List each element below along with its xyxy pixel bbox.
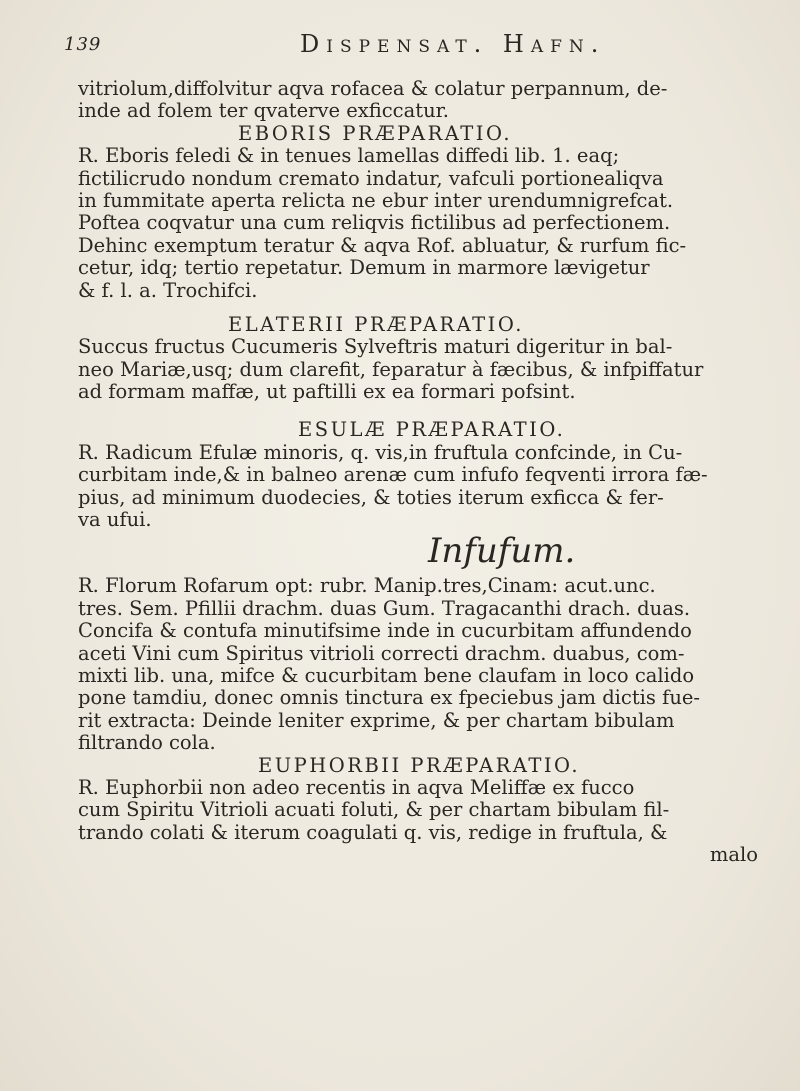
text-line: trando colati & iterum coagulati q. vis, redige in fruftula, & [78,821,668,844]
text-line: Dehinc exemptum teratur & aqva Rof. abluatur, & rurfum fic- [78,234,687,257]
text-line: va ufui. [78,509,152,532]
paragraph-elaterii [78,336,758,403]
text-line: rit extracta: Deinde leniter exprime, & per chartam bibulam [78,709,675,732]
paragraph-vitriolum [78,78,758,123]
running-title: Dispensat. Hafn. [300,30,606,58]
text-line: mixti lib. una, mifce & cucurbitam bene claufam in loco calido [78,664,695,687]
text-line: R. Euphorbii non adeo recentis in aqva Meliffæ ex fucco [78,776,635,799]
text-line: aceti Vini cum Spiritus vitrioli correcti drachm. duabus, com- [78,642,685,665]
running-head [64,30,744,70]
heading-esulae: ESULÆ PRÆPARATIO. [298,418,566,442]
text-line: Succus fructus Cucumeris Sylveftris maturi digeritur in bal- [78,336,673,359]
paragraph-euphorbii [78,777,758,844]
text-line: cum Spiritu Vitrioli acuati foluti, & per chartam bibulam fil- [78,799,670,822]
text-line: inde ad folem ter qvaterve exficcatur. [78,100,450,123]
text-line: curbitam inde,& in balneo arenæ cum infufo feqventi irrora fæ- [78,464,708,487]
heading-elaterii: ELATERII PRÆPARATIO. [228,312,524,336]
text-line: R. Eboris feledi & in tenues lamellas diffedi lib. 1. eaq; [78,145,620,168]
text-line: neo Mariæ,usq; dum clarefit, feparatur à fæcibus, & infpiffatur [78,358,704,381]
text-line: pius, ad minimum duodecies, & toties iterum exficca & fer- [78,486,664,509]
text-line: cetur, idq; tertio repetatur. Demum in marmore lævigetur [78,257,650,280]
text-line: ad formam maffæ, ut paftilli ex ea formari pofsint. [78,381,576,404]
catchword: malo [709,843,758,867]
text-line: pone tamdiu, donec omnis tinctura ex fpeciebus jam dictis fue- [78,687,701,710]
paragraph-infusum [78,575,758,754]
text-line: filtrando cola. [78,732,216,755]
text-line: Poftea coqvatur una cum reliqvis fictilibus ad perfectionem. [78,212,671,235]
text-block [78,78,758,867]
heading-eboris: EBORIS PRÆPARATIO. [238,121,513,145]
page-number: 139 [64,34,102,55]
text-line: tres. Sem. Pfillii drachm. duas Gum. Tragacanthi drach. duas. [78,597,691,620]
text-line: in fummitate aperta relicta ne ebur inter urendumnigrefcat. [78,189,674,212]
heading-euphorbii: EUPHORBII PRÆPARATIO. [258,753,581,777]
text-line: R. Florum Rofarum opt: rubr. Manip.tres,Cinam: acut.unc. [78,575,656,598]
text-line: vitriolum,diffolvitur aqva rofacea & colatur perpannum, de- [78,78,668,100]
text-line: fictilicrudo nondum cremato indatur, vafculi portionealiqva [78,167,664,190]
paragraph-eboris [78,145,758,302]
text-line: & f. l. a. Trochifci. [78,279,258,302]
subheading-infusum: Infufum. [428,531,576,572]
text-line: Concifa & contufa minutifsime inde in cucurbitam affundendo [78,620,692,643]
text-line: R. Radicum Efulæ minoris, q. vis,in fruftula confcinde, in Cu- [78,441,683,464]
paragraph-esulae [78,442,758,532]
